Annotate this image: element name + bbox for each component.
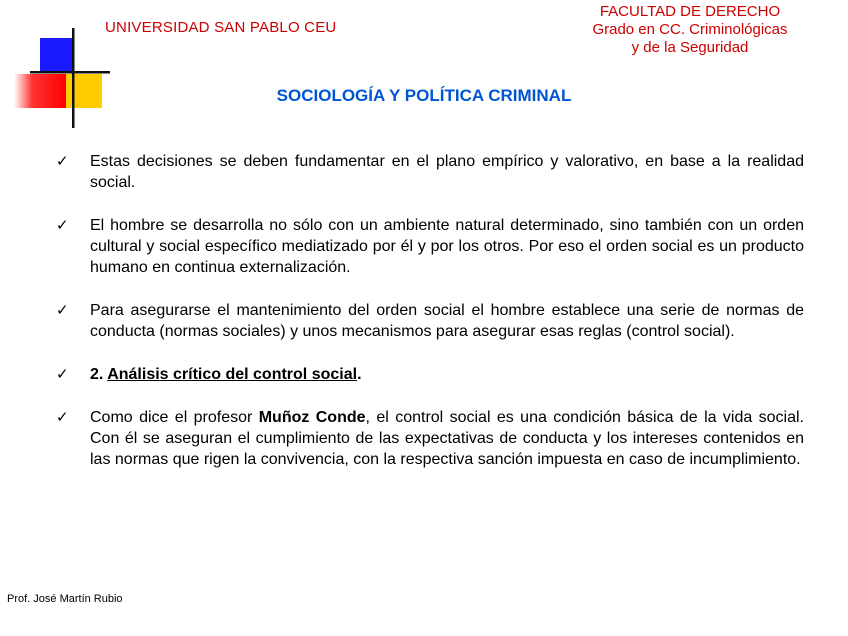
section-heading: Análisis crítico del control social xyxy=(107,366,358,383)
check-icon: ✓ xyxy=(56,153,69,170)
university-name: UNIVERSIDAD SAN PABLO CEU xyxy=(105,19,337,36)
check-icon: ✓ xyxy=(56,409,69,426)
check-icon: ✓ xyxy=(56,302,69,319)
footer-author: Prof. José Martín Rubio xyxy=(7,593,123,605)
check-icon: ✓ xyxy=(56,366,69,383)
bullet-item xyxy=(56,215,804,278)
bullet-text-rest: , el control social es una condición básica de la vida social. Con él se aseguran el cumplimiento de las expectativas de conducta y los intereses contenidos en las normas que rigen la convivencia, con la respectiva sanción impuesta en caso de incumplimiento. xyxy=(90,409,804,468)
logo-blue-square xyxy=(40,38,74,72)
bullet-text: Estas decisiones se deben fundamentar en el plano empírico y valorativo, en base a la realidad social. xyxy=(90,153,804,191)
bullet-item xyxy=(56,151,804,193)
faculty-line-3: y de la Seguridad xyxy=(631,39,749,56)
bullet-item-section-heading xyxy=(56,364,804,385)
check-icon: ✓ xyxy=(56,217,69,234)
section-heading-period: . xyxy=(357,366,362,383)
logo-horizontal-line xyxy=(30,71,110,74)
faculty-line-1: FACULTAD DE DERECHO xyxy=(599,3,781,20)
logo-graphic xyxy=(0,0,110,130)
bullet-text: Para asegurarse el mantenimiento del orden social el hombre establece una serie de normas de conducta (normas sociales) y unos mecanismos para asegurar esas reglas (control social). xyxy=(90,302,804,340)
logo-vertical-line xyxy=(72,28,75,128)
section-number: 2. xyxy=(90,366,108,383)
professor-name: Muñoz Conde xyxy=(258,409,366,426)
bullet-item xyxy=(56,300,804,342)
bullet-item xyxy=(56,407,804,470)
faculty-line-2: Grado en CC. Criminológicas xyxy=(592,21,788,38)
faculty-block xyxy=(540,3,840,57)
bullet-text-intro: Como dice el profesor xyxy=(90,409,259,426)
slide-title: SOCIOLOGÍA Y POLÍTICA CRIMINAL xyxy=(276,86,572,105)
bullet-text: El hombre se desarrolla no sólo con un ambiente natural determinado, sino también con un orden cultural y social específico mediatizado por él y por los otros. Por eso el orden social es un producto humano en continua externalización. xyxy=(90,217,804,276)
bullet-list xyxy=(56,151,804,492)
